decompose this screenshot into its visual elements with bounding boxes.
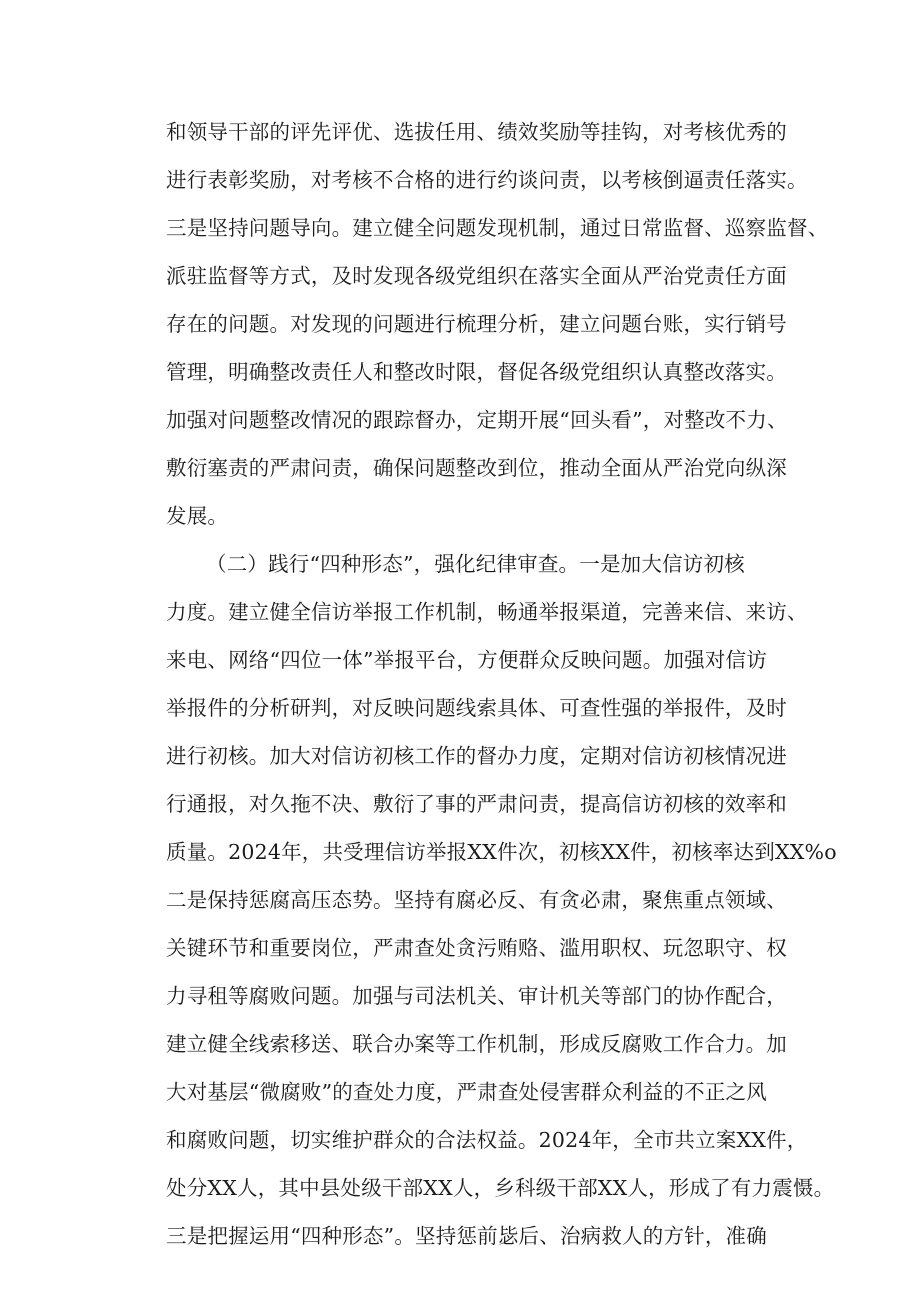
text-line: 建立健全线索移送、联合办案等工作机制，形成反腐败工作合力。加 — [166, 1032, 787, 1056]
text-line: 力寻租等腐败问题。加强与司法机关、审计机关等部门的协作配合， — [166, 984, 787, 1008]
text-line: 和领导干部的评先评优、选拔任用、绩效奖励等挂钩，对考核优秀的 — [166, 120, 787, 144]
text-line: 进行表彰奖励，对考核不合格的进行约谈问责，以考核倒逼责任落实。 — [166, 168, 808, 192]
text-line: 处分XX人，其中县处级干部XX人，乡科级干部XX人，形成了有力震慑。 — [166, 1176, 835, 1200]
text-line: 质量。2024年，共受理信访举报XX件次，初核XX件，初核率达到XX%o — [166, 840, 837, 864]
text-line: 关键环节和重要岗位，严肃查处贪污贿赂、滥用职权、玩忽职守、权 — [166, 936, 787, 960]
text-line: 发展。 — [166, 504, 229, 528]
text-line: 行通报，对久拖不决、敷衍了事的严肃问责，提高信访初核的效率和 — [166, 792, 787, 816]
text-line: 三是坚持问题导向。建立健全问题发现机制，通过日常监督、巡察监督、 — [166, 216, 829, 240]
text-line: 存在的问题。对发现的问题进行梳理分析，建立问题台账，实行销号 — [166, 312, 787, 336]
text-line: 加强对问题整改情况的跟踪督办，定期开展“回头看”，对整改不力、 — [166, 408, 788, 432]
text-line: 二是保持惩腐高压态势。坚持有腐必反、有贪必肃，聚焦重点领域、 — [166, 888, 787, 912]
text-line: 来电、网络“四位一体”举报平台，方便群众反映问题。加强对信访 — [166, 648, 767, 672]
text-line: 大对基层“微腐败”的查处力度，严肃查处侵害群众利益的不正之风 — [166, 1080, 767, 1104]
text-line: 进行初核。加大对信访初核工作的督办力度，定期对信访初核情况进 — [166, 744, 787, 768]
text-line: 举报件的分析研判，对反映问题线索具体、可查性强的举报件，及时 — [166, 696, 787, 720]
section-heading-line: （二）践行“四种形态”，强化纪律审查。一是加大信访初核 — [206, 552, 745, 576]
text-line: 敷衍塞责的严肃问责，确保问题整改到位，推动全面从严治党向纵深 — [166, 456, 787, 480]
text-line: 和腐败问题，切实维护群众的合法权益。2024年，全市共立案XX件， — [166, 1128, 808, 1152]
text-line: 三是把握运用“四种形态”。坚持惩前毖后、治病救人的方针，准确 — [166, 1224, 767, 1248]
text-line: 力度。建立健全信访举报工作机制，畅通举报渠道，完善来信、来访、 — [166, 600, 808, 624]
text-line: 派驻监督等方式，及时发现各级党组织在落实全面从严治党责任方面 — [166, 264, 787, 288]
text-line: 管理，明确整改责任人和整改时限，督促各级党组织认真整改落实。 — [166, 360, 787, 384]
